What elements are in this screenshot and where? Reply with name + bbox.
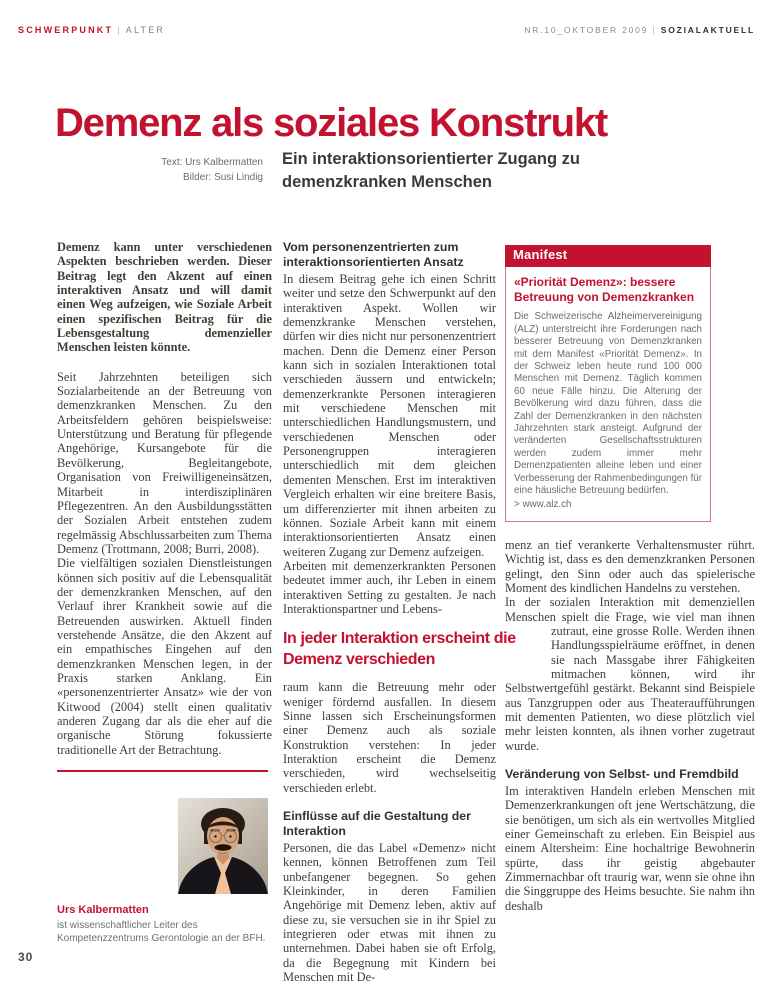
paragraph: Die vielfältigen sozialen Dienstleistungen können sich positiv auf die Lebensqualität der demenzkranken Menschen, auf den Verlauf ihrer Krankheit sowie auf die Betreuenden auswirken. Aktuell finden verstehende Ansätze, die den Akzent auf ein empathisches Eingehen auf den demenzkranken Menschen legen, in der Praxis starken Anklang. Ein «personenzentrierter Ansatz» wie der von Kitwood (2004) stellt einen qualitativ anderen Zugang dar als die eher auf die organische Störung fokussierte traditionelle Art der Betrachtung. (57, 556, 272, 757)
masthead-separator: | (652, 25, 657, 35)
paragraph: raum kann die Betreuung mehr oder weniger fördernd ausfallen. In diesem Sinne lassen sich Erscheinungsformen einer Demenz auch als soziale Konstruktion verstehen: In jeder Interaktion erscheint die Demenz verschieden, wird wechselseitig verschieden erlebt. (283, 680, 496, 795)
author-photo (178, 798, 268, 894)
masthead-right (524, 25, 755, 35)
red-divider-rule (57, 770, 268, 772)
masthead (0, 25, 768, 35)
author-bio: ist wissenschaftlicher Leiter des Kompetenzzentrums Gerontologie an der BFH. (57, 920, 266, 944)
article-title: Demenz als soziales Konstrukt (55, 100, 608, 145)
masthead-left (18, 25, 165, 35)
magazine-name: SOZIALAKTUELL (660, 25, 755, 35)
author-block (57, 770, 268, 945)
issue-label: NR.10_OKTOBER 2009 (524, 25, 649, 35)
photo-credit: Bilder: Susi Lindig (182, 172, 263, 183)
masthead-separator: | (117, 25, 122, 35)
byline (57, 155, 263, 185)
pull-heading (283, 628, 575, 670)
page-number: 30 (18, 950, 34, 964)
manifest-box-header: Manifest (505, 245, 711, 267)
paragraph-text: Werden ihnen Handlungsspielräume eröffnet, in denen sie nach Massgabe ihrer Fähigkeiten mitmachen können, wird ihr Selbstwertgefühl gestärkt. Bekannt sind Beispiele aus Tanzgruppen oder aus Theateraufführungen mit dementen Patienten, wo diese plötzlich viel mehr leisten konnten, als ihnen vorher zugetraut wurde. (505, 623, 755, 753)
manifest-link[interactable]: > www.alz.ch (514, 499, 572, 511)
column-left (57, 240, 272, 757)
section-topic: ALTER (125, 25, 166, 35)
paragraph-text: In der sozialen Interaktion mit demenziellen Menschen spielt die Frage, wie viel man ihnen zutraut, eine grosse Rolle. (505, 595, 755, 638)
section-label: SCHWERPUNKT (18, 25, 114, 35)
column-right (505, 240, 755, 913)
text-credit: Text: Urs Kalbermatten (161, 157, 263, 168)
paragraph (505, 595, 755, 753)
lead-paragraph: Demenz kann unter verschiedenen Aspekten beschrieben werden. Dieser Beitrag legt den Akzent auf einen interaktiven Ansatz und will damit einen Weg aufzeigen, wie Soziale Arbeit einen spezifischen Beitrag für die Lebensgestaltung demenzieller Menschen leisten könnte. (57, 240, 272, 355)
manifest-box (505, 245, 711, 522)
paragraph: In diesem Beitrag gehe ich einen Schritt weiter und setze den Schwerpunkt auf den interaktiven Aspekt. Wollen wir demenzkranke Menschen verstehen, dürfen wir dies nicht nur personenzentriert machen. Denn die Demenz einer Person kann sich in sozialen Interaktionen total verschieden äussern und entwickeln; demenzerkrankte Personen interagieren mit verschiedene Menschen mit unterschiedlichen Handlungsmustern, und verschiedenen Menschen oder Personengruppen interagieren unterschiedlich mit dem gleichen dementen Menschen. Erst im interaktiven Vergleich erhalten wir eine breitere Basis, um differenzierter mit ihnen arbeiten zu können. Soziale Arbeit kann mit einem interaktionsorientierten Ansatz einen weiteren Zugang zur Demenz aufzeigen. (283, 272, 496, 559)
pull-heading-line2: Demenz verschieden (283, 651, 435, 669)
paragraph: Personen, die das Label «Demenz» nicht kennen, können Betroffenen zum Teil unbefangener begegnen. So gehen Kleinkinder, in deren Familien Angehörige mit Demenz leben, aktiv auf diese zu, sie versuchen sie in ihr Spiel zu integrieren oder etwas mit ihnen zu unternehmen. Dabei haben sie oft Erfolg, da die Begegnung mit Kindern bei Menschen mit De- (283, 841, 496, 985)
manifest-box-text: Die Schweizerische Alzheimervereinigung (ALZ) unterstreicht ihre Forderungen nach besserer Betreuung von Demenzkranken mit dem Manifest «Priorität Demenz». In der Schweiz leben heute rund 100 000 Menschen mit Demenz. Täglich kommen 60 neue Fälle hinzu. Die Alterung der Bevölkerung wird dazu führen, dass die Zahl der Demenzkranken in den nächsten Jahrzehnten stark ansteigt. Aufgrund der veränderten Gesellschaftsstrukturen werden zudem immer mehr Demenzpatienten alleine leben und einer Verbesserung der Rahmenbedingungen für eine häusliche Betreuung bedürfen. (514, 311, 702, 497)
paragraph: Seit Jahrzehnten beteiligen sich Sozialarbeitende an der Betreuung von demenzkranken Menschen. Zu den Arbeitsfeldern gehören beispielsweise: Unterstützung und Beratung für pflegende Angehörige, Kursangebote für die Bevölkerung, Begleitangebote, Organisation von Freiwilligeneinsätzen, Mitarbeit in interdisziplinären Pflegezentren. An den Ausbildungsstätten der Sozialen Arbeit entstehen zudem regelmässig Abschlussarbeiten zum Thema Demenz (Trottmann, 2008; Burri, 2008). (57, 369, 272, 556)
pull-heading-line1: In jeder Interaktion erscheint die (283, 630, 516, 648)
manifest-box-title: «Priorität Demenz»: bessere Betreuung von Demenzkranken (514, 275, 695, 305)
article-subtitle: Ein interaktionsorientierter Zugang zu demenzkranken Menschen (282, 150, 580, 191)
paragraph: Arbeiten mit demenzerkrankten Personen bedeutet immer auch, ihr Leben in einem interaktiven Setting zu gestalten. Je nach Interaktionspartner und Lebens- (283, 558, 496, 616)
column-middle (283, 240, 516, 985)
subheading: Veränderung von Selbst- und Fremdbild (505, 767, 739, 781)
paragraph: menz an tief verankerte Verhaltensmuster rührt. Wichtig ist, dass es den demenzkranken Personen gelingt, den Sinn oder auch das spielerische Moment des kindlichen Handelns zu verstehen. (505, 537, 755, 595)
subheading: Einflüsse auf die Gestaltung der Interaktion (283, 809, 471, 838)
subheading: Vom personenzentrierten zum interaktionsorientierten Ansatz (283, 240, 464, 269)
author-name: Urs Kalbermatten (57, 904, 149, 916)
paragraph: Im interaktiven Handeln erleben Menschen mit Demenzerkrankungen oft jene Wertschätzung, die sie benötigen, um sich als ein wertvolles Mitglied einer Gemeinschaft zu erleben. Ein Beispiel aus einem Altersheim: Eine hochaltrige Bewohnerin spürte, dass ihr geistig abgebauter Zimmernachbar oft traurig war, wenn sie ohne ihn die Singgruppe des Heims besuchte. Sie nahm ihn deshalb (505, 784, 755, 913)
manifest-box-body (506, 266, 710, 521)
